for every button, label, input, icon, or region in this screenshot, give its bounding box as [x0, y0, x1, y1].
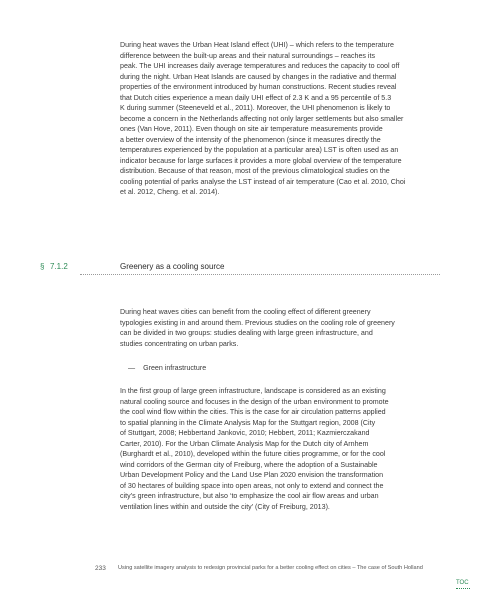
text-line: to spatial planning in the Climate Analysis Map for the Stuttgart region, 2008 (City	[120, 418, 376, 427]
text-line: cooling potential of parks analyse the LST instead of air temperature (Cao et al. 2010, Choi	[120, 177, 406, 186]
text-line: distribution. Because of that reason, most of the previous climatological studies on the	[120, 167, 390, 175]
text-line: natural cooling source and focuses in the design of the urban environment to promote	[120, 397, 389, 406]
section-title: Greenery as a cooling source	[120, 262, 225, 271]
section-symbol: §	[40, 262, 45, 271]
section-divider	[80, 274, 440, 275]
text-line: city’s green infrastructure, but also ‘to emphasize the cool air flow areas and urban	[120, 492, 379, 500]
text-line: studies concentrating on urban parks.	[120, 339, 239, 348]
text-line: during the night. Urban Heat Islands are caused by changes in the radiative and thermal	[120, 72, 397, 81]
paragraph-uhi	[120, 40, 450, 198]
bullet-dash: —	[128, 364, 136, 372]
text-line: the cool wind flow within the cities. This is the case for air circulation patterns applied	[120, 408, 386, 416]
text-line: a better overview of the intensity of the phenomenon (since it measures directly the	[120, 135, 381, 144]
text-line: In the first group of large green infrastructure, landscape is considered as an existing	[120, 387, 386, 395]
text-line: ones (Van Hove, 2011). Even though on site air temperature measurements provide	[120, 125, 383, 133]
text-line: properties of the environment introduced by human constructions. Recent studies reveal	[120, 83, 397, 91]
text-line: can be divided in two groups: studies dealing with large green infrastructure, and	[120, 329, 373, 337]
text-line: During heat waves the Urban Heat Island effect (UHI) – which refers to the temperature	[120, 41, 394, 49]
text-line: of Stuttgart, 2008; Hebbertand Jankovic, 2010; Hebbert, 2011; Kazmierczakand	[120, 429, 370, 437]
text-line: indicator because for large surfaces it provides a more global overview of the temperature	[120, 156, 402, 165]
text-line: wind corridors of the German city of Freiburg, where the adoption of a Sustainable	[120, 460, 378, 469]
text-line: (Burghardt et al., 2010), developed within the future cities programme, or for the cool	[120, 450, 386, 458]
running-title: Using satellite imagery analysis to redesign provincial parks for a better cooling effect on cities – The case of South Holland	[118, 565, 423, 571]
text-line: Carter, 2010). For the Urban Climate Analysis Map for the Dutch city of Arnhem	[120, 439, 369, 448]
text-line: difference between the built-up areas and their natural surroundings – reaches its	[120, 51, 376, 60]
bullet-green-infrastructure	[128, 363, 206, 373]
page-number: 233	[95, 565, 106, 572]
text-line: Urban Development Policy and the Land Use Plan 2020 envision the transformation	[120, 471, 384, 479]
text-line: peak. The UHI increases daily average temperatures and reduces the capacity to cool off	[120, 62, 400, 70]
text-line: typologies existing in and around them. Previous studies on the cooling role of greenery	[120, 318, 395, 327]
toc-underline	[456, 588, 470, 589]
text-line: K during summer (Steeneveld et al., 2011). Moreover, the UHI phenomenon is likely to	[120, 104, 391, 112]
text-line: temperatures experienced by the population at a particular area) LST is often used as an	[120, 146, 399, 154]
text-line: of 30 hectares of building space into open areas, not only to extend and connect the	[120, 481, 384, 490]
paragraph-green-infrastructure	[120, 386, 450, 512]
text-line: become a concern in the Netherlands affecting not only larger settlements but also smaller	[120, 114, 404, 123]
paragraph-greenery-intro	[120, 307, 450, 349]
text-line: During heat waves cities can benefit from the cooling effect of different greenery	[120, 308, 371, 316]
text-line: et al. 2012, Cheng. et al. 2014).	[120, 188, 220, 196]
section-number: 7.1.2	[50, 262, 68, 271]
page-footer	[95, 565, 455, 577]
text-line: ventilation lines within and outside the city’ (City of Freiburg, 2013).	[120, 502, 330, 511]
bullet-text: Green infrastructure	[143, 364, 207, 372]
toc-link[interactable]: TOC	[456, 580, 469, 586]
text-line: that Dutch cities experience a mean daily UHI effect of 2.3 K and a 95 percentile of 5.3	[120, 93, 392, 102]
